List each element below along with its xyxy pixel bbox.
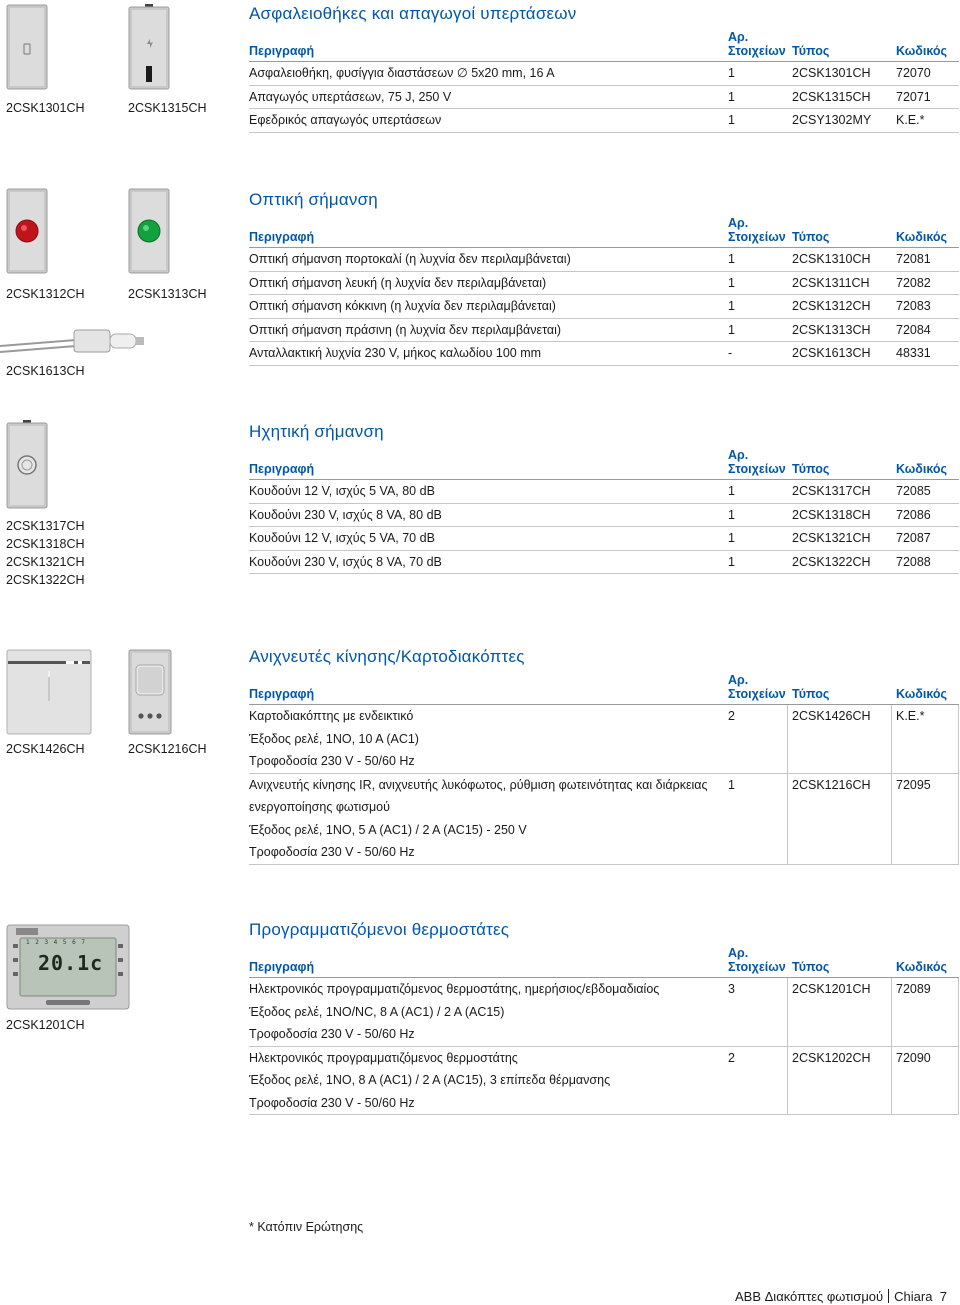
column-divider	[891, 978, 892, 1046]
column-divider	[787, 774, 788, 864]
column-divider	[891, 1047, 892, 1115]
description-line: Οπτική σήμανση λευκή (η λυχνία δεν περιλαμβάνεται)	[249, 275, 547, 290]
row-description	[249, 774, 721, 864]
row-code: 72070	[896, 66, 931, 80]
row-code: 72083	[896, 299, 931, 313]
table-header	[249, 675, 959, 705]
row-type: 2CSK1318CH	[792, 507, 871, 522]
footer-page-number: 7	[939, 1289, 947, 1304]
description-line: Ασφαλειοθήκη, φυσίγγια διαστάσεων ∅ 5x20 mm, 16 A	[249, 66, 555, 80]
row-description	[249, 1047, 721, 1115]
section-fuses	[0, 0, 960, 140]
header-quantity: Αρ. Στοιχείων	[728, 216, 786, 244]
image-label: 2CSK1613CH	[6, 364, 85, 378]
description-line: Ανταλλακτική λυχνία 230 V, μήκος καλωδίου 100 mm	[249, 346, 542, 360]
column-divider	[891, 705, 892, 773]
description-line: Οπτική σήμανση πράσινη (η λυχνία δεν περιλαμβάνεται)	[249, 322, 562, 337]
red-indicator-device-image	[6, 188, 48, 274]
table-row	[249, 62, 959, 86]
image-label: 2CSK1315CH	[128, 101, 207, 115]
table-row	[249, 295, 959, 319]
description-line: ενεργοποίησης φωτισμού	[249, 800, 390, 814]
row-quantity: 2	[728, 709, 735, 723]
section-audio-signal	[0, 420, 960, 600]
fuse-holder-device-image	[6, 4, 48, 90]
table-row	[249, 1047, 959, 1116]
header-code: Κωδικός	[896, 687, 948, 701]
section-visual-signal	[0, 188, 960, 388]
card-switch-device-image	[6, 649, 92, 735]
row-quantity: 1	[728, 554, 735, 569]
row-description	[249, 978, 721, 1046]
image-label: 2CSK1312CH	[6, 287, 85, 301]
column-divider	[787, 1047, 788, 1115]
row-quantity: -	[728, 346, 733, 360]
row-type: 2CSK1312CH	[792, 299, 871, 313]
row-quantity: 1	[728, 777, 735, 792]
row-code: 72084	[896, 322, 931, 337]
product-table	[249, 188, 959, 366]
header-quantity: Αρ. Στοιχείων	[728, 673, 786, 701]
row-type: 2CSK1613CH	[792, 346, 871, 360]
header-type: Τύπος	[792, 230, 830, 244]
description-line: Κουδούνι 12 V, ισχύς 5 VA, 80 dB	[249, 484, 435, 498]
thermostat-scale: 1 2 3 4 5 6 7	[26, 939, 86, 946]
row-quantity: 1	[728, 299, 735, 313]
header-description: Περιγραφή	[249, 960, 315, 974]
description-line: Ανιχνευτής κίνησης IR, ανιχνευτής λυκόφωτος, ρύθμιση φωτεινότητας και διάρκειας	[249, 777, 708, 792]
image-label: 2CSK1201CH	[6, 1018, 85, 1032]
description-line: Έξοδος ρελέ, 1NO/NC, 8 A (AC1) / 2 A (AC15)	[249, 1004, 505, 1019]
header-code: Κωδικός	[896, 960, 948, 974]
row-description	[249, 504, 721, 527]
row-code: 72089	[896, 982, 931, 996]
description-line: Έξοδος ρελέ, 1NO, 8 A (AC1) / 2 A (AC15), 3 επίπεδα θέρμανσης	[249, 1073, 611, 1087]
row-code: 72071	[896, 89, 931, 104]
row-type: 2CSK1201CH	[792, 982, 871, 996]
row-description	[249, 86, 721, 109]
row-code: 72095	[896, 777, 931, 792]
header-type: Τύπος	[792, 960, 830, 974]
table-body	[249, 480, 959, 574]
table-body	[249, 62, 959, 133]
table-body	[249, 978, 959, 1115]
row-code: 72081	[896, 252, 931, 266]
row-type: 2CSK1315CH	[792, 89, 871, 104]
description-line: Εφεδρικός απαγωγός υπερτάσεων	[249, 113, 442, 127]
image-label: 2CSK1317CH	[6, 519, 85, 533]
row-code: Κ.Ε.*	[896, 709, 925, 723]
header-code: Κωδικός	[896, 462, 948, 476]
table-row	[249, 705, 959, 774]
row-quantity: 1	[728, 484, 735, 498]
image-label: 2CSK1301CH	[6, 101, 85, 115]
image-label: 2CSK1321CH	[6, 555, 85, 569]
row-type: 2CSK1310CH	[792, 252, 871, 266]
green-indicator-device-image	[128, 188, 170, 274]
row-type: 2CSK1321CH	[792, 531, 871, 545]
description-line: Απαγωγός υπερτάσεων, 75 J, 250 V	[249, 89, 452, 104]
table-row	[249, 272, 959, 296]
header-description: Περιγραφή	[249, 44, 315, 58]
row-quantity: 1	[728, 252, 735, 266]
table-row	[249, 527, 959, 551]
description-line: Καρτοδιακόπτης με ενδεικτικό	[249, 709, 414, 723]
column-divider	[958, 774, 959, 864]
table-header	[249, 948, 959, 978]
row-type: 2CSK1322CH	[792, 554, 871, 569]
table-row	[249, 86, 959, 110]
column-divider	[787, 978, 788, 1046]
row-description	[249, 62, 721, 85]
table-row	[249, 504, 959, 528]
description-line: Τροφοδοσία 230 V - 50/60 Hz	[249, 754, 415, 768]
image-label: 2CSK1322CH	[6, 573, 85, 587]
table-row	[249, 248, 959, 272]
row-quantity: 1	[728, 113, 735, 127]
description-line: Τροφοδοσία 230 V - 50/60 Hz	[249, 845, 415, 859]
table-body	[249, 248, 959, 366]
header-quantity: Αρ. Στοιχείων	[728, 448, 786, 476]
row-quantity: 3	[728, 982, 735, 996]
row-code: 72085	[896, 484, 931, 498]
row-code: 72082	[896, 275, 931, 290]
section-motion-card	[0, 645, 960, 865]
image-label: 2CSK1318CH	[6, 537, 85, 551]
section-title: Ασφαλειοθήκες και απαγωγοί υπερτάσεων	[249, 4, 577, 23]
row-description	[249, 319, 721, 342]
description-line: Κουδούνι 230 V, ισχύς 8 VA, 80 dB	[249, 507, 442, 522]
header-quantity: Αρ. Στοιχείων	[728, 30, 786, 58]
section-thermostats	[0, 918, 960, 1118]
header-code: Κωδικός	[896, 44, 948, 58]
row-type: 2CSK1311CH	[792, 275, 870, 290]
description-line: Οπτική σήμανση κόκκινη (η λυχνία δεν περιλαμβάνεται)	[249, 299, 556, 313]
row-description	[249, 248, 721, 271]
row-description	[249, 551, 721, 574]
table-row	[249, 551, 959, 575]
header-quantity: Αρ. Στοιχείων	[728, 946, 786, 974]
row-quantity: 1	[728, 275, 735, 290]
table-row	[249, 978, 959, 1047]
description-line: Ηλεκτρονικός προγραμματιζόμενος θερμοστάτης	[249, 1050, 518, 1065]
row-quantity: 1	[728, 507, 735, 522]
header-type: Τύπος	[792, 462, 830, 476]
row-code: 48331	[896, 346, 931, 360]
row-description	[249, 295, 721, 318]
row-code: 72087	[896, 531, 931, 545]
header-code: Κωδικός	[896, 230, 948, 244]
description-line: Κουδούνι 12 V, ισχύς 5 VA, 70 dB	[249, 531, 435, 545]
table-body	[249, 705, 959, 865]
table-row	[249, 319, 959, 343]
row-quantity: 1	[728, 66, 735, 80]
header-description: Περιγραφή	[249, 230, 315, 244]
header-type: Τύπος	[792, 687, 830, 701]
footnote: * Κατόπιν Ερώτησης	[249, 1220, 364, 1234]
column-divider	[787, 705, 788, 773]
product-table	[249, 918, 959, 1115]
description-line: Έξοδος ρελέ, 1NO, 5 A (AC1) / 2 A (AC15) - 250 V	[249, 822, 527, 837]
table-row	[249, 480, 959, 504]
row-code: 72090	[896, 1050, 931, 1065]
table-row	[249, 109, 959, 133]
row-type: 2CSK1216CH	[792, 777, 871, 792]
column-divider	[958, 1047, 959, 1115]
product-table	[249, 420, 959, 574]
description-line: Έξοδος ρελέ, 1NO, 10 A (AC1)	[249, 731, 419, 746]
description-line: Κουδούνι 230 V, ισχύς 8 VA, 70 dB	[249, 554, 442, 569]
row-code: 72088	[896, 554, 931, 569]
row-description	[249, 705, 721, 773]
description-line: Οπτική σήμανση πορτοκαλί (η λυχνία δεν περιλαμβάνεται)	[249, 252, 571, 266]
product-table	[249, 2, 959, 133]
product-table	[249, 645, 959, 865]
row-description	[249, 480, 721, 503]
column-divider	[958, 978, 959, 1046]
footer-series: Chiara	[894, 1289, 933, 1304]
image-label: 2CSK1216CH	[128, 742, 207, 756]
table-header	[249, 32, 959, 62]
image-label: 2CSK1313CH	[128, 287, 207, 301]
table-header	[249, 218, 959, 248]
table-row	[249, 342, 959, 366]
column-divider	[891, 774, 892, 864]
row-type: 2CSK1313CH	[792, 322, 871, 337]
row-type: 2CSY1302MY	[792, 113, 872, 127]
description-line: Ηλεκτρονικός προγραμματιζόμενος θερμοστάτης, ημερήσιος/εβδομαδιαίος	[249, 982, 660, 996]
buzzer-device-image	[6, 420, 48, 510]
section-title: Οπτική σήμανση	[249, 190, 378, 209]
row-code: Κ.Ε.*	[896, 113, 925, 127]
header-description: Περιγραφή	[249, 462, 315, 476]
section-title: Προγραμματιζόμενοι θερμοστάτες	[249, 920, 510, 939]
header-type: Τύπος	[792, 44, 830, 58]
footer-divider	[888, 1289, 889, 1303]
row-description	[249, 527, 721, 550]
row-quantity: 1	[728, 89, 735, 104]
row-type: 2CSK1426CH	[792, 709, 871, 723]
row-description	[249, 342, 721, 365]
thermostat-digits: 20.1c	[38, 951, 104, 975]
description-line: Τροφοδοσία 230 V - 50/60 Hz	[249, 1095, 415, 1110]
row-quantity: 2	[728, 1050, 735, 1065]
section-title: Ηχητική σήμανση	[249, 422, 384, 441]
row-quantity: 1	[728, 531, 735, 545]
table-header	[249, 450, 959, 480]
row-type: 2CSK1301CH	[792, 66, 871, 80]
image-label: 2CSK1426CH	[6, 742, 85, 756]
row-type: 2CSK1202CH	[792, 1050, 871, 1065]
column-divider	[958, 705, 959, 773]
section-title: Ανιχνευτές κίνησης/Καρτοδιακόπτες	[249, 647, 525, 666]
motion-detector-device-image	[128, 649, 172, 735]
replacement-lamp-image	[0, 322, 170, 356]
footer-brand: ABB Διακόπτες φωτισμού	[735, 1289, 884, 1304]
row-description	[249, 109, 721, 132]
header-description: Περιγραφή	[249, 687, 315, 701]
row-quantity: 1	[728, 322, 735, 337]
page-footer	[735, 1289, 947, 1304]
row-code: 72086	[896, 507, 931, 522]
row-type: 2CSK1317CH	[792, 484, 871, 498]
row-description	[249, 272, 721, 295]
surge-arrester-device-image	[128, 4, 170, 90]
table-row	[249, 774, 959, 865]
description-line: Τροφοδοσία 230 V - 50/60 Hz	[249, 1027, 415, 1041]
